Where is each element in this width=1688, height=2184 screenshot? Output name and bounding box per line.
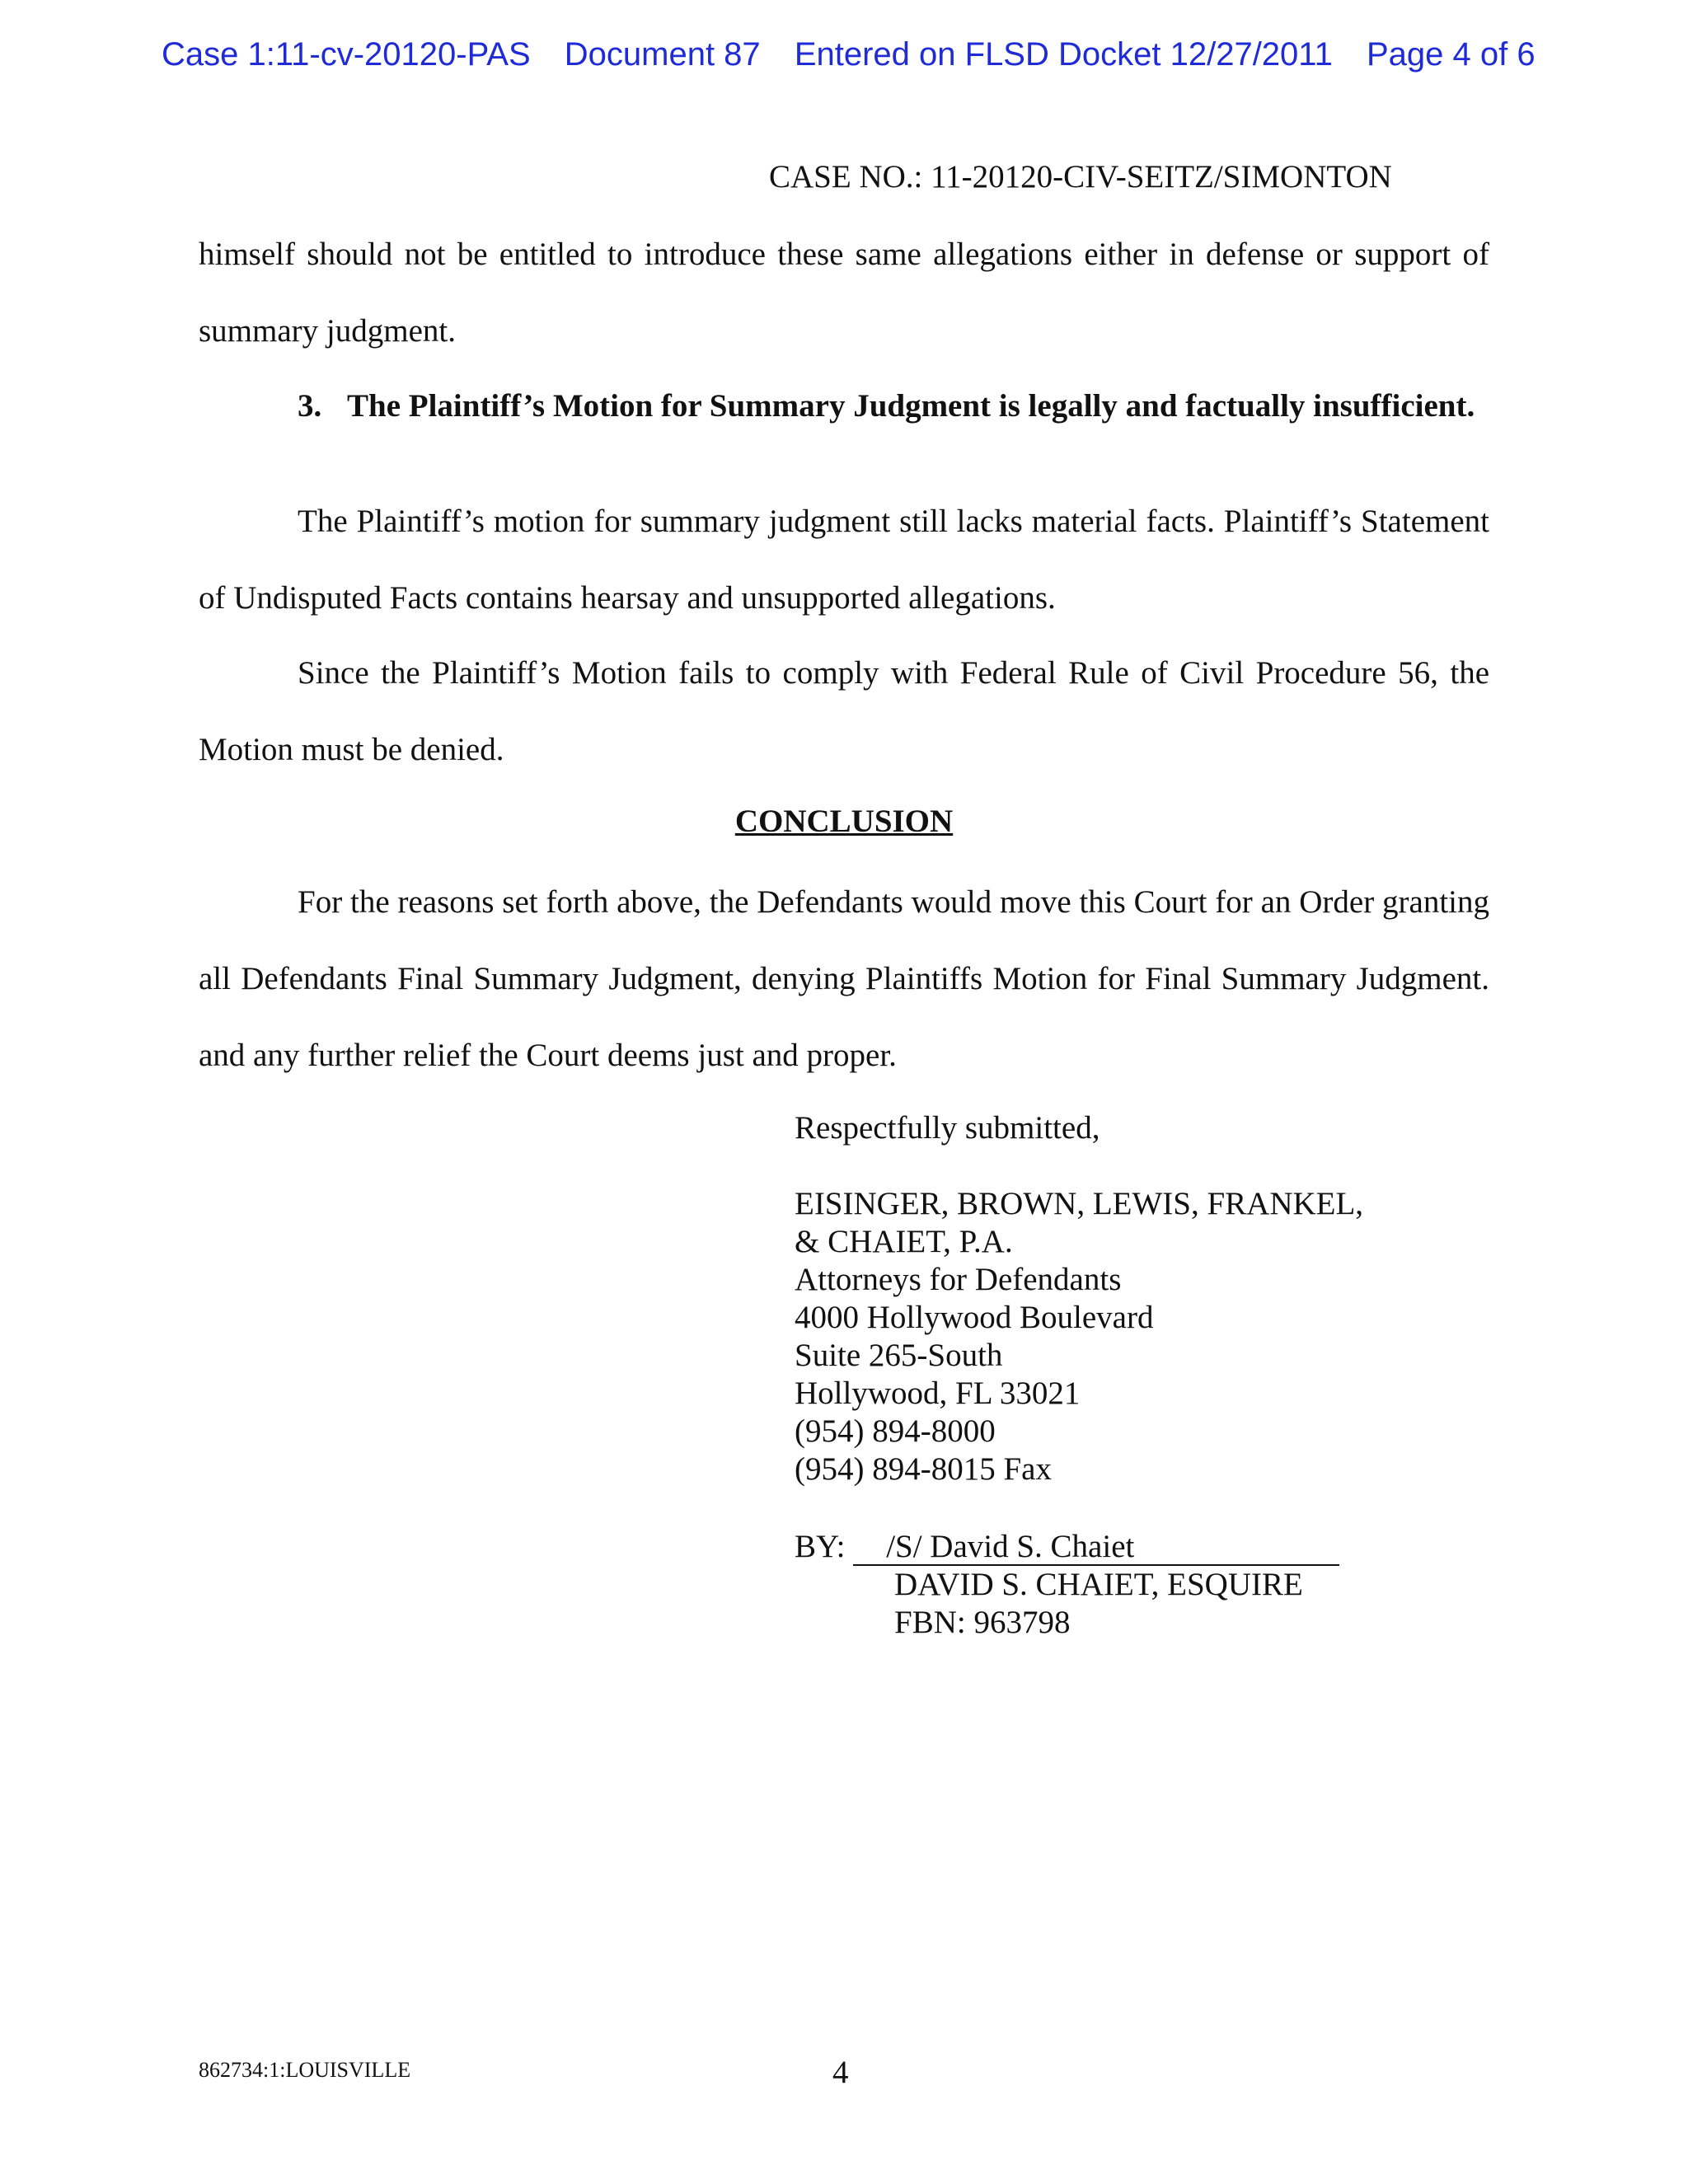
- signature-line: [795, 1528, 1339, 1566]
- address-line-2: Suite 265-South: [795, 1338, 1003, 1373]
- firm-address-block: [795, 1185, 1363, 1488]
- paragraph-material-facts: The Plaintiff’s motion for summary judgment still lacks material facts. Plaintiff’s Statement of Undisputed Facts contains hearsay and unsupported allegations.: [199, 504, 1489, 616]
- case-number: CASE NO.: 11-20120-CIV-SEITZ/SIMONTON: [769, 159, 1392, 194]
- docket-page: Page 4 of 6: [1366, 36, 1536, 73]
- docket-entered: Entered on FLSD Docket 12/27/2011: [794, 36, 1333, 73]
- respectfully-submitted: Respectfully submitted,: [795, 1110, 1100, 1146]
- address-city: Hollywood, FL 33021: [795, 1376, 1081, 1411]
- fax-number: (954) 894-8015 Fax: [795, 1451, 1052, 1487]
- docket-document: Document 87: [564, 36, 761, 73]
- electronic-signature: /S/ David S. Chaiet: [853, 1530, 1339, 1566]
- address-line-1: 4000 Hollywood Boulevard: [795, 1300, 1154, 1335]
- conclusion-paragraph: For the reasons set forth above, the Defendants would move this Court for an Order granting all Defendants Final Summary Judgment, denying Plaintiffs Motion for Final Summary Judgment. and any further relief the Court deems just and proper.: [199, 884, 1489, 1073]
- phone-number: (954) 894-8000: [795, 1413, 996, 1449]
- conclusion-heading: CONCLUSION: [734, 804, 954, 839]
- footer-document-id: 862734:1:LOUISVILLE: [199, 2058, 411, 2082]
- docket-case: Case 1:11-cv-20120-PAS: [162, 36, 531, 73]
- by-label: BY:: [795, 1529, 846, 1564]
- firm-role: Attorneys for Defendants: [795, 1262, 1122, 1297]
- continuation-paragraph: himself should not be entitled to introduce these same allegations either in defense or support of summary judgment.: [199, 237, 1489, 349]
- florida-bar-number: FBN: 963798: [894, 1605, 1071, 1640]
- attorney-identification: [894, 1566, 1303, 1642]
- attorney-name: DAVID S. CHAIET, ESQUIRE: [894, 1567, 1303, 1602]
- firm-name-line-2: & CHAIET, P.A.: [795, 1224, 1013, 1259]
- section-3-number: 3.: [298, 388, 322, 424]
- section-3-title: The Plaintiff’s Motion for Summary Judgment is legally and factually insufficient.: [347, 388, 1475, 424]
- paragraph-rule-56: Since the Plaintiff’s Motion fails to comply with Federal Rule of Civil Procedure 56, the Motion must be denied.: [199, 655, 1489, 767]
- docket-stamp: [162, 36, 1536, 73]
- section-3-heading: [298, 387, 1489, 425]
- closing-line: [795, 1109, 1100, 1147]
- footer-page-number: 4: [832, 2055, 849, 2090]
- firm-name-line-1: EISINGER, BROWN, LEWIS, FRANKEL,: [795, 1186, 1364, 1221]
